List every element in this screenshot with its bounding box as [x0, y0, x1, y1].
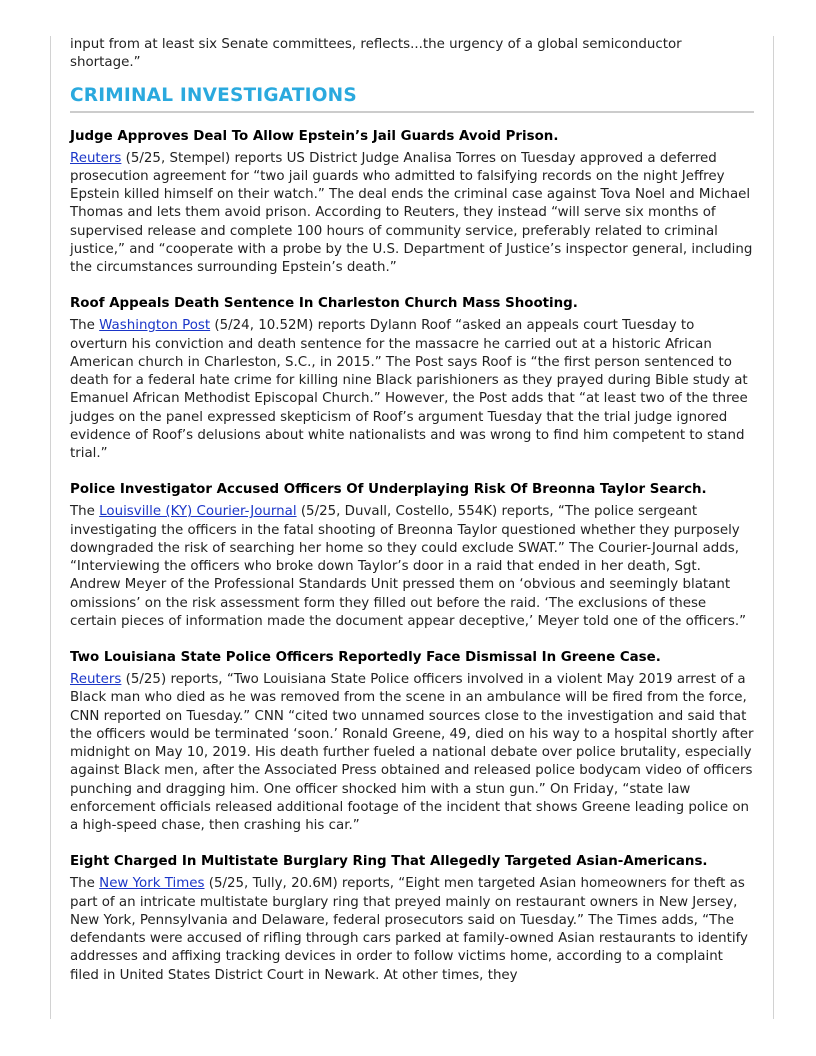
article-body [70, 150, 754, 278]
left-margin-rule [50, 36, 51, 1019]
article [70, 853, 754, 985]
article-body [70, 503, 754, 631]
article-text: (5/24, 10.52M) reports Dylann Roof “asked an appeals court Tuesday to overturn his conviction and death sentence for the massacre he carried out at a historic African American church in Charleston, S.C., in 2015.” The Post says Roof is “the first person sentenced to death for a federal hate crime for killing nine Black parishioners as they prayed during Bible study at Emanuel African Methodist Episcopal Church.” However, the Post adds that “at least two of the three judges on the panel expressed skepticism of Roof’s argument Tuesday that the trial judge ignored evidence of Roof’s delusions about white nationalists and was wrong to find him competent to stand trial.” [70, 318, 748, 461]
article-prefix: The [70, 318, 100, 334]
source-link[interactable]: Washington Post [99, 318, 211, 334]
newsletter-page [70, 36, 754, 985]
article-headline: Eight Charged In Multistate Burglary Ring That Allegedly Targeted Asian-Americans. [70, 854, 708, 870]
article-headline: Judge Approves Deal To Allow Epstein’s Jail Guards Avoid Prison. [70, 128, 559, 144]
article [70, 128, 754, 278]
section-heading: CRIMINAL INVESTIGATIONS [70, 83, 754, 113]
source-link[interactable]: Louisville (KY) Courier-Journal [99, 504, 297, 520]
article-text: (5/25, Tully, 20.6M) reports, “Eight men targeted Asian homeowners for theft as part of an intricate multistate burglary ring that preyed mainly on restaurant owners in New Jersey, New York, Pennsylvania and Delaware, federal prosecutors said on Tuesday.” The Times adds, “The defendants were accused of rifling through cars parked at family-owned Asian restaurants to identify addresses and affixing tracking devices in order to follow victims home, according to a complaint filed in United States District Court in Newark. At other times, they [70, 876, 748, 983]
source-link[interactable]: Reuters [70, 150, 122, 166]
article-headline: Police Investigator Accused Officers Of Underplaying Risk Of Breonna Taylor Search. [70, 482, 707, 498]
article [70, 481, 754, 631]
article-body [70, 317, 754, 463]
article-text: (5/25) reports, “Two Louisiana State Police officers involved in a violent May 2019 arrest of a Black man who died as he was removed from the scene in an ambulance will be fired from the force, CNN reported on Tuesday.” CNN “cited two unnamed sources close to the investigation and said that the officers would be terminated ‘soon.’ Ronald Greene, 49, died on his way to a hospital shortly after midnight on May 10, 2019. His death further fueled a national debate over police brutality, especially against Black men, after the Associated Press obtained and released police bodycam video of officers punching and dragging him. One officer shocked him with a stun gun.” On Friday, “state law enforcement officials released additional footage of the incident that shows Greene leading police on a high-speed chase, then crashing his car.” [70, 672, 754, 833]
source-link[interactable]: New York Times [99, 876, 205, 892]
article-prefix: The [70, 876, 100, 892]
article-text: (5/25, Stempel) reports US District Judge Analisa Torres on Tuesday approved a deferred prosecution agreement for “two jail guards who admitted to falsifying records on the night Jeffrey Epstein killed himself on their watch.” The deal ends the criminal case against Tova Noel and Michael Thomas and lets them avoid prison. According to Reuters, they instead “will serve six months of supervised release and complete 100 hours of community service, preferably related to criminal justice,” and “cooperate with a probe by the U.S. Department of Justice’s inspector general, including the circumstances surrounding Epstein’s death.” [70, 150, 753, 275]
source-link[interactable]: Reuters [70, 672, 122, 687]
right-margin-rule [773, 36, 774, 1019]
continued-paragraph: input from at least six Senate committees, reflects...the urgency of a global semiconductor shortage.” [70, 37, 682, 71]
article-headline: Roof Appeals Death Sentence In Charleston Church Mass Shooting. [70, 296, 578, 312]
article-body [70, 875, 754, 985]
article [70, 649, 754, 835]
article-text: (5/25, Duvall, Costello, 554K) reports, “The police sergeant investigating the officers in the fatal shooting of Breonna Taylor questioned whether they purposely downgraded the risk of searching her home so they could exclude SWAT.” The Courier-Journal adds, “Interviewing the officers who broke down Taylor’s door in a raid that ended in her death, Sgt. Andrew Meyer of the Professional Standards Unit pressed them on ‘obvious and seemingly blatant omissions’ on the risk assessment form they filled out before the raid. ‘The exclusions of these certain pieces of information made the document appear deceptive,’ Meyer told one of the officers.” [70, 504, 747, 629]
article-body [70, 671, 754, 835]
article-headline: Two Louisiana State Police Officers Reportedly Face Dismissal In Greene Case. [70, 650, 661, 665]
article-prefix: The [70, 504, 100, 520]
article [70, 295, 754, 463]
